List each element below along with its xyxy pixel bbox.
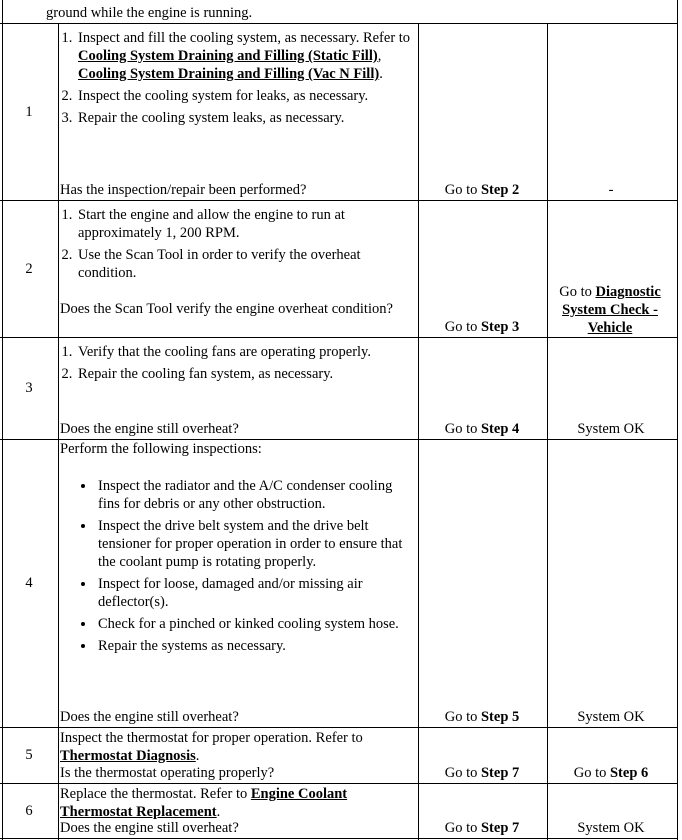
step-ref: Step 2 bbox=[480, 182, 520, 198]
table-border-right bbox=[677, 0, 678, 840]
step-number: 1 bbox=[25, 104, 33, 120]
step-intro: Perform the following inspections: bbox=[60, 441, 262, 457]
column-divider-step bbox=[58, 23, 59, 840]
no-result: System OK bbox=[577, 709, 645, 725]
row-divider bbox=[0, 838, 678, 839]
step-ref: Step 7 bbox=[480, 765, 520, 781]
list-item: 1. Inspect and fill the cooling system, as necessary. Refer to Cooling System Draining and Filling (Static Fill), Cooling System Draining and Filling (Vac N Fill). bbox=[76, 29, 414, 83]
list-item: 2. Use the Scan Tool in order to verify the overheat condition. bbox=[76, 246, 414, 282]
list-item: • Repair the systems as necessary. bbox=[96, 637, 414, 655]
row-divider bbox=[0, 727, 678, 728]
yes-result: Go to Step 3 bbox=[444, 319, 520, 335]
list-item: 1. Verify that the cooling fans are operating properly. bbox=[76, 343, 414, 361]
step-question: Does the Scan Tool verify the engine overheat condition? bbox=[60, 301, 393, 317]
no-result: System OK bbox=[577, 421, 645, 437]
no-result: Go to Diagnostic System Check - Vehicle bbox=[559, 284, 661, 336]
list-item: • Inspect for loose, damaged and/or missing air deflector(s). bbox=[96, 575, 414, 611]
step-action: Inspect the thermostat for proper operation. Refer to Thermostat Diagnosis. bbox=[60, 730, 363, 764]
step-question: Is the thermostat operating properly? bbox=[60, 765, 275, 781]
step-ref: Step 3 bbox=[480, 319, 520, 335]
yes-result: Go to Step 2 bbox=[444, 182, 520, 198]
list-item: • Inspect the radiator and the A/C condenser cooling fins for debris or any other obstruction. bbox=[96, 477, 414, 513]
step-ref: Step 6 bbox=[609, 765, 649, 781]
step-ref: Step 4 bbox=[480, 421, 520, 437]
step-3-instructions bbox=[76, 343, 414, 387]
list-item: • Inspect the drive belt system and the drive belt tensioner for proper operation in order to ensure that the coolant pump is rotating properly. bbox=[96, 517, 414, 571]
list-item: • Check for a pinched or kinked cooling system hose. bbox=[96, 615, 414, 633]
row-divider bbox=[0, 23, 678, 24]
cooling-vac-n-fill-link[interactable]: Cooling System Draining and Filling (Vac N Fill) bbox=[78, 66, 380, 82]
thermostat-diagnosis-link[interactable]: Thermostat Diagnosis bbox=[60, 748, 196, 764]
step-number: 3 bbox=[25, 380, 33, 396]
inspection-list bbox=[96, 477, 414, 659]
step-question: Has the inspection/repair been performed? bbox=[60, 182, 307, 198]
step-number: 2 bbox=[25, 261, 33, 277]
list-item: 2. Inspect the cooling system for leaks, as necessary. bbox=[76, 87, 414, 105]
no-result: Go to Step 6 bbox=[573, 765, 649, 781]
row-divider bbox=[0, 200, 678, 201]
step-question: Does the engine still overheat? bbox=[60, 421, 239, 437]
step-number: 6 bbox=[25, 803, 33, 819]
step-number: 5 bbox=[25, 747, 33, 763]
step-2-instructions bbox=[76, 206, 414, 286]
step-action: Replace the thermostat. Refer to Engine Coolant Thermostat Replacement. bbox=[60, 786, 348, 820]
list-item: 1. Start the engine and allow the engine to run at approximately 1, 200 RPM. bbox=[76, 206, 414, 242]
step-ref: Step 7 bbox=[480, 820, 520, 836]
step-1-instructions bbox=[76, 29, 414, 131]
step-question: Does the engine still overheat? bbox=[60, 709, 239, 725]
yes-result: Go to Step 5 bbox=[444, 709, 520, 725]
step-question: Does the engine still overheat? bbox=[60, 820, 239, 836]
no-result: System OK bbox=[577, 820, 645, 836]
no-result: - bbox=[608, 182, 614, 198]
yes-result: Go to Step 7 bbox=[444, 820, 520, 836]
cooling-static-fill-link[interactable]: Cooling System Draining and Filling (Static Fill) bbox=[78, 48, 378, 64]
coolant-thermostat-replacement-link[interactable]: Engine Coolant Thermostat Replacement bbox=[60, 786, 348, 820]
yes-result: Go to Step 7 bbox=[444, 765, 520, 781]
list-item: 3. Repair the cooling system leaks, as necessary. bbox=[76, 109, 414, 127]
yes-result: Go to Step 4 bbox=[444, 421, 520, 437]
row-divider bbox=[0, 783, 678, 784]
diagnostic-system-check-link[interactable]: Diagnostic System Check - Vehicle bbox=[562, 284, 661, 336]
table-border-left bbox=[2, 0, 3, 840]
row-divider bbox=[0, 337, 678, 338]
step-ref: Step 5 bbox=[480, 709, 520, 725]
list-item: 2. Repair the cooling fan system, as necessary. bbox=[76, 365, 414, 383]
step-number: 4 bbox=[25, 575, 33, 591]
continued-text: ground while the engine is running. bbox=[46, 5, 253, 21]
